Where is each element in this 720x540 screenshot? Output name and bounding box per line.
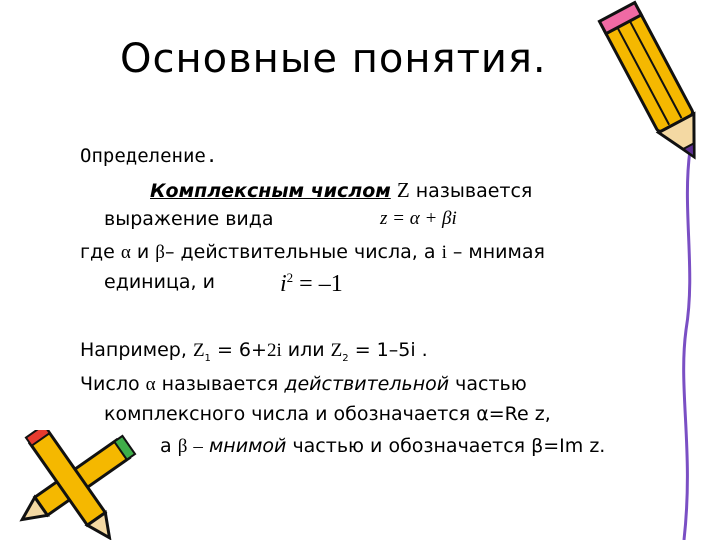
example-label: Например,: [80, 339, 187, 361]
z2-symbol: Z: [330, 340, 343, 361]
definition-line-4: [104, 271, 215, 293]
imag-notation-text: частью и обозначается: [292, 435, 526, 457]
and-a-text: а: [160, 435, 172, 457]
var-z: Z: [396, 178, 410, 202]
part-text: частью: [455, 373, 527, 395]
formula-z: z = α + βi: [380, 208, 457, 229]
dash-symbol: –: [193, 436, 203, 457]
definition-line-1: [150, 178, 532, 203]
example-line: [80, 339, 428, 364]
imag-part-line: [160, 435, 605, 458]
notation-text: комплексного числа и обозначается: [104, 403, 471, 425]
definition-line-2: [104, 208, 274, 230]
unit-text: единица, и: [104, 271, 215, 293]
z1-subscript: 1: [204, 352, 211, 364]
imaginary-text: – мнимая: [452, 241, 545, 263]
expression-text: выражение вида: [104, 208, 274, 230]
z1-symbol: Z: [192, 340, 205, 361]
alpha-symbol: α: [120, 242, 131, 263]
called-text: называется: [415, 180, 533, 202]
real-numbers-text: – действительные числа, а: [164, 241, 436, 263]
z2-value: = 1–5i .: [354, 339, 428, 361]
real-emphasis: действительной: [284, 373, 450, 395]
formula-i: i: [280, 271, 287, 297]
z1-value: = 6+: [216, 339, 267, 361]
imag-emphasis: мнимой: [208, 435, 287, 457]
real-part-line: [80, 373, 527, 396]
re-expression: α=Re z,: [476, 403, 551, 425]
z1-imag: 2i: [266, 340, 282, 361]
decorative-line: [672, 150, 702, 540]
real-part-notation-line: [104, 403, 551, 425]
called-text-2: называется: [161, 373, 279, 395]
pencil-icon: [595, 0, 720, 175]
number-text: Число: [80, 373, 140, 395]
i-symbol: i: [441, 242, 447, 263]
definition-heading: Определение.: [80, 145, 218, 167]
formula-i-squared: [280, 270, 343, 298]
crossed-pencils-icon: [0, 430, 150, 540]
beta-symbol: β: [155, 242, 165, 263]
definition-line-3: [80, 241, 545, 264]
beta-symbol-2: β: [177, 436, 188, 457]
complex-number-term: Комплексным числом: [150, 180, 391, 202]
or-text: или: [287, 339, 325, 361]
z2-subscript: 2: [342, 352, 349, 364]
formula-exponent: 2: [286, 270, 294, 285]
alpha-symbol-2: α: [145, 374, 156, 395]
slide-title: Основные понятия.: [120, 36, 547, 82]
and-text: и: [136, 241, 150, 263]
formula-rest: = –1: [299, 271, 343, 297]
where-text: где: [80, 241, 115, 263]
im-expression: β=Im z.: [531, 435, 606, 457]
